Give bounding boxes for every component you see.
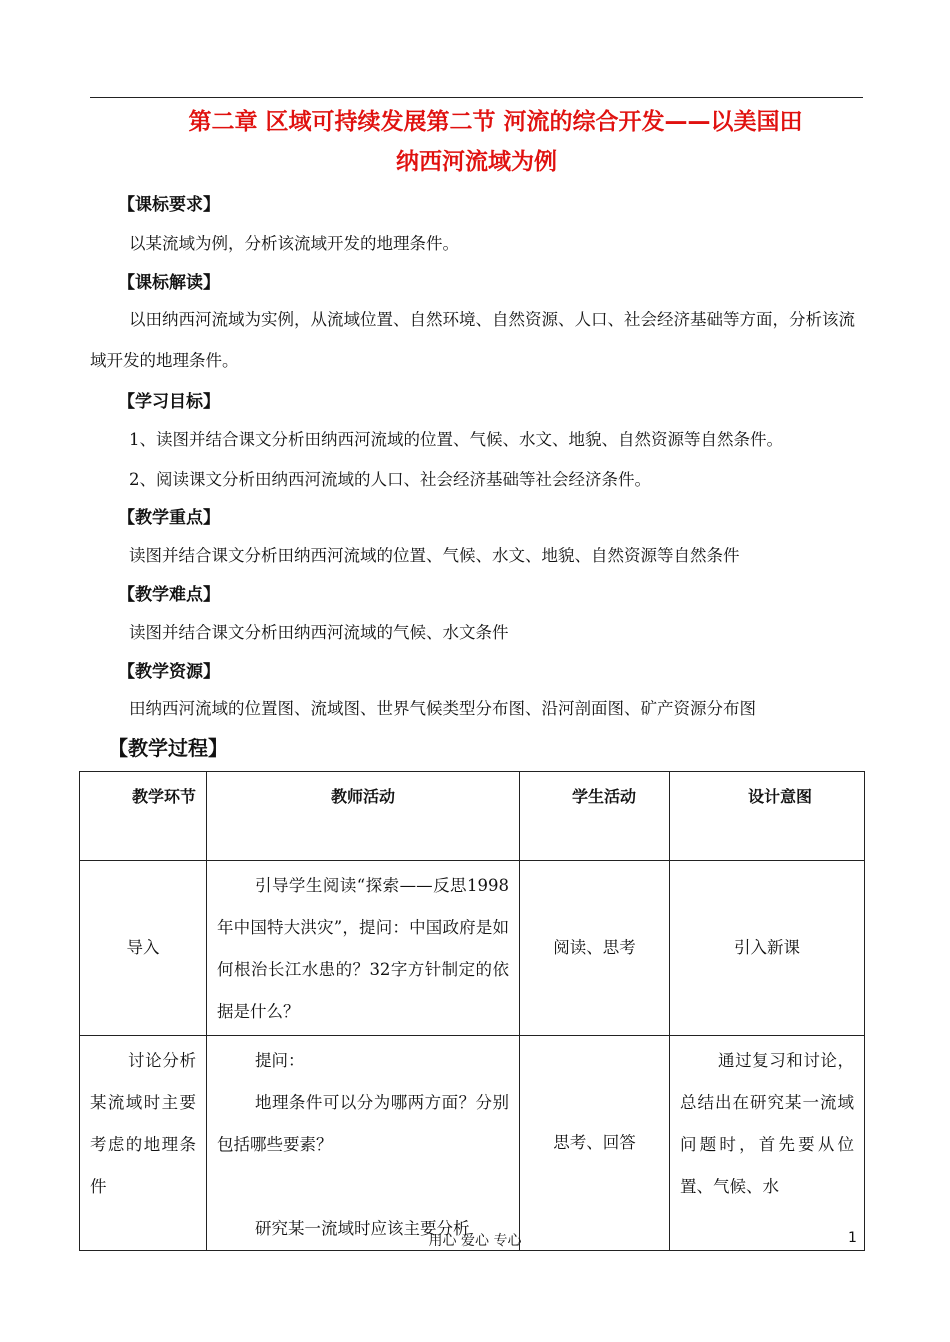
row2-teacher-line3: 研究某一流域时应该主要分析 [255, 1219, 470, 1238]
row2-student-activity: 思考、回答 [520, 1036, 670, 1251]
section-heading-teaching-resources: 【教学资源】 [118, 662, 220, 682]
row2-design-intent: 通过复习和讨论，总结出在研究某一流域问题时，首先要从位置、气候、水 [670, 1036, 865, 1251]
document-title-line2: 纳西河流域为例 [396, 149, 557, 175]
row2-teacher-line2: 地理条件可以分为哪两方面？分别包括哪些要素？ [217, 1093, 509, 1154]
learning-objective-1: 1、读图并结合课文分析田纳西河流域的位置、气候、水文、地貌、自然资源等自然条件。 [129, 430, 783, 449]
curriculum-interpretation-text: 以田纳西河流域为实例，从流域位置、自然环境、自然资源、人口、社会经济基础等方面，分析该流域开发的地理条件。 [90, 310, 855, 370]
row1-stage: 导入 [80, 861, 207, 1036]
section-heading-learning-objectives: 【学习目标】 [118, 392, 220, 412]
teaching-process-table [79, 771, 865, 1251]
section-heading-teaching-focus: 【教学重点】 [118, 508, 220, 528]
header-design-intent: 设计意图 [670, 772, 865, 861]
section-heading-curriculum-requirements: 【课标要求】 [118, 195, 220, 215]
teaching-resources-text: 田纳西河流域的位置图、流域图、世界气候类型分布图、沿河剖面图、矿产资源分布图 [129, 699, 756, 718]
learning-objective-2: 2、阅读课文分析田纳西河流域的人口、社会经济基础等社会经济条件。 [129, 470, 651, 489]
page-number: 1 [848, 1230, 857, 1246]
row2-stage: 讨论分析某流域时主要考虑的地理条件 [80, 1036, 207, 1251]
row1-teacher-activity: 引导学生阅读“探索——反思1998年中国特大洪灾”，提问：中国政府是如何根治长江水患的？32字方针制定的依据是什么？ [207, 861, 520, 1036]
table-header-row [80, 772, 865, 861]
teaching-difficulty-text: 读图并结合课文分析田纳西河流域的气候、水文条件 [129, 623, 509, 642]
row2-teacher-activity [207, 1036, 520, 1251]
header-stage: 教学环节 [80, 772, 207, 861]
table-row [80, 861, 865, 1036]
header-teacher-activity: 教师活动 [207, 772, 520, 861]
row1-student-activity: 阅读、思考 [520, 861, 670, 1036]
document-title-line1: 第二章 区域可持续发展第二节 河流的综合开发——以美国田 [188, 109, 803, 135]
page-footer: 用心 爱心 专心 [428, 1233, 522, 1249]
row1-design-intent: 引入新课 [670, 861, 865, 1036]
row2-teacher-spacer [217, 1166, 509, 1208]
section-heading-teaching-process: 【教学过程】 [108, 736, 228, 760]
header-student-activity: 学生活动 [520, 772, 670, 861]
row2-teacher-line1: 提问： [255, 1051, 305, 1070]
section-heading-curriculum-interpretation: 【课标解读】 [118, 273, 220, 293]
table-row [80, 1036, 865, 1251]
section-heading-teaching-difficulty: 【教学难点】 [118, 585, 220, 605]
teaching-focus-text: 读图并结合课文分析田纳西河流域的位置、气候、水文、地貌、自然资源等自然条件 [129, 546, 740, 565]
header-rule [90, 97, 863, 98]
curriculum-requirements-text: 以某流域为例，分析该流域开发的地理条件。 [129, 234, 459, 253]
